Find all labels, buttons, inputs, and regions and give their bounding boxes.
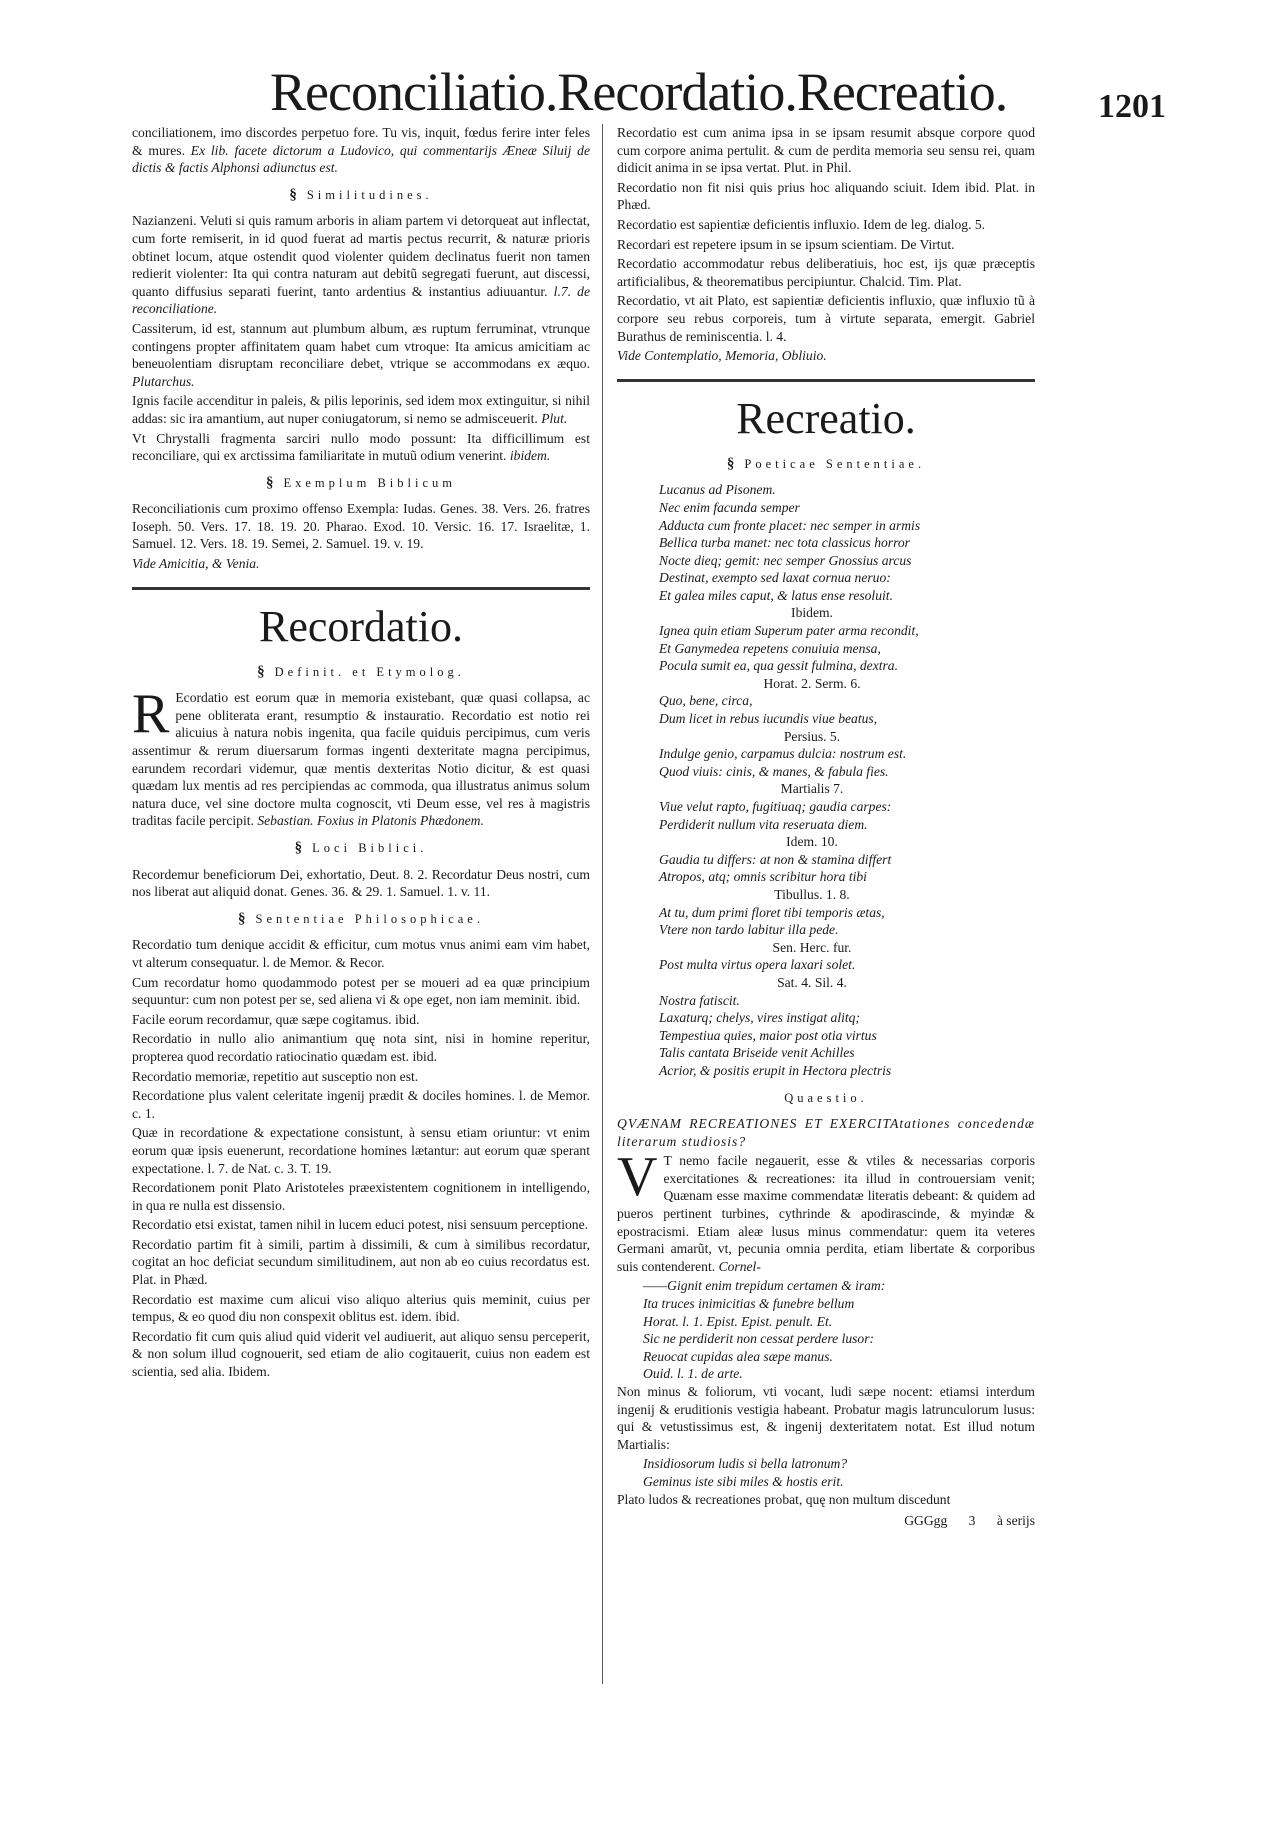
verse-line: Vtere non tardo labitur illa pede.: [659, 922, 839, 938]
verse-source: Sen. Herc. fur.: [772, 939, 852, 955]
text: Vt Chrystalli fragmenta sarciri nullo modo possunt: Ita difficillimum est reconciliare, qui ex arctissima familiaritate in mutuũ odium venerint.: [132, 430, 590, 464]
verse-source: Horat. 2. Serm. 6.: [763, 675, 861, 691]
quoted-verse: [643, 1277, 1035, 1383]
horizontal-rule: [617, 379, 1035, 382]
paragraph: Recordatio etsi existat, tamen nihil in lucem educi potest, nisi sensuum perceptione.: [132, 1217, 589, 1233]
verse-source: Persius. 5.: [783, 728, 841, 744]
verse-line: Geminus iste sibi miles & hostis erit.: [643, 1473, 844, 1489]
verse-line: Destinat, exempto sed laxat cornua neruo:: [659, 570, 891, 586]
question-title: QVÆNAM RECREATIONES ET EXERCITAtationes concedendæ literarum studiosis?: [617, 1116, 1035, 1149]
verse-line: Reuocat cupidas alea sæpe manus.: [643, 1348, 833, 1364]
text: conciliationem, imo discordes perpetuo fore. Tu vis, inquit, fœdus ferire inter feles & mures.: [132, 125, 590, 158]
left-column: [132, 124, 590, 1383]
text: Ignis facile accenditur in paleis, & pilis leporinis, sed idem mox extinguitur, si nihil addas: sic ira amantium, aut nuper coniugatorum, si nemo se admisceuerit.: [132, 393, 590, 426]
verse-source: Sat. 4. Sil. 4.: [777, 974, 847, 990]
section-heading-text: Sententiae Philosophicae.: [255, 911, 484, 926]
paragraph: Recordatio tum denique accidit & efficitur, cum motus vnus animi eam vim habet, vt alterum consequatur. l. de Memor. & Recor.: [132, 937, 590, 970]
paragraph: Non minus & foliorum, vti vocant, ludi sæpe nocent: etiamsi interdum ingenij & eruditionis vestigia habeant. Probatur magis latrunculorum lusus: qui & vetustissimus est, & ingenij dexteritatem notat. Est illud notum Martialis:: [617, 1384, 1035, 1452]
source-citation: Ex lib. facete dictorum a Ludovico, qui commentarijs Æneæ Siluij de dictis & factis Alphonsi adiunctus est.: [132, 142, 590, 176]
paragraph: Quæ in recordatione & expectatione consistunt, à sensu etiam oriuntur: vt enim eorum quæ ipsis euenerunt, recordatione homines lætantur: aut eorum quæ sperant expectatione. l. 7. de Nat. c. 3. T. 19.: [132, 1125, 590, 1176]
paragraph: Recordatio partim fit à simili, partim à dissimili, & cum à similibus recordatur, cogitat an hoc deficiat secundum similitudinem, aut non ab eo cuius recordatus est. Plat. in Phæd.: [132, 1236, 590, 1288]
paragraph: Recordatio accommodatur rebus deliberatiuis, hoc est, ijs quæ præceptis artificialibus, & theorematibus percipiuntur. Chalcid. Tim. Plat.: [617, 256, 1035, 289]
section-heading-text: Loci Biblici.: [312, 841, 428, 855]
signature-mark: GGGgg: [904, 1513, 948, 1529]
paragraph: Recordemur beneficiorum Dei, exhortatio, Deut. 8. 2. Recordatur Deus nostri, cum nos liberat aut aliquid donat. Genes. 36. & 29. 1. Samuel. 1. v. 11.: [132, 866, 590, 900]
paragraph: Recordatio, vt ait Plato, est sapientiæ deficientis influxio, quæ influxio tũ à corpore seu rebus corporeis, tum à virtute separata, emergit. Gabriel Burathus de reminiscentia. l. 4.: [617, 293, 1035, 344]
source-citation: Plut.: [541, 410, 568, 426]
verse-line: Quod viuis: cinis, & manes, & fabula fies.: [659, 763, 889, 779]
verse-line: Atropos, atq; omnis scribitur hora tibi: [659, 869, 867, 885]
verse-line: Adducta cum fronte placet: nec semper in armis: [659, 517, 921, 533]
horizontal-rule: [132, 587, 590, 590]
verse-line: Nostra fatiscit.: [659, 992, 740, 1008]
paragraph: Recordatio non fit nisi quis prius hoc aliquando sciuit. Idem ibid. Plat. in Phæd.: [617, 179, 1035, 213]
verse-line: Insidiosorum ludis si bella latronum?: [643, 1456, 848, 1472]
paragraph: Reconciliationis cum proximo offenso Exempla: Iudas. Genes. 38. Vers. 26. fratres Ioseph. 50. Vers. 17. 18. 19. 20. Pharao. Exod. 10. Versic. 16. 17. Israelitæ, 1. Samuel. 12. Vers. 18. 19. Semei, 2. Samuel. 19. v. 19.: [132, 501, 590, 552]
section-heading: § Similitudines.: [289, 186, 433, 203]
verse-line: Nocte dieq; gemit: nec semper Gnossius arcus: [659, 552, 912, 568]
signature-number: 3: [968, 1513, 976, 1529]
source-citation: l.7. de reconciliatione.: [132, 283, 590, 317]
section-heading: § Exemplum Biblicum: [265, 474, 456, 491]
drop-cap: R: [132, 683, 170, 746]
verse-source: Martialis 7.: [780, 781, 844, 797]
paragraph: [132, 124, 590, 177]
quoted-verse: [643, 1455, 1035, 1490]
section-heading: § Poeticae Sententiae.: [726, 455, 926, 472]
paragraph: Recordatione plus valent celeritate ingenij prædit & dociles homines. l. de Memor. c. 1.: [132, 1088, 590, 1121]
section-heading-text: Similitudines.: [306, 187, 433, 202]
text: T nemo facile negauerit, esse & vtiles & necessarias corporis exercitationes & recreationes: ita illud in controuersiam venit; Quænam esse maxime commendatæ literatis debeant: & quidem ad pueros pertinent turbines, cythrinde & apodirascinde, & myindæ & epostracismi. Etiam aleæ lusus minus commendatur: quem ita veteres Germani amarũt, vt, pecunia omnia perdita, etiam libertate & corporibus suis contenderent.: [617, 1153, 1035, 1274]
verse-line: Et galea miles caput, & latus ense resoluit.: [659, 587, 893, 603]
verse-line: Ignea quin etiam Superum pater arma recondit,: [659, 623, 919, 639]
source-citation: Plutarchus.: [132, 373, 195, 389]
source-citation: Cornel-: [718, 1258, 761, 1274]
paragraph: [617, 1146, 1035, 1275]
drop-cap: V: [617, 1146, 658, 1209]
paragraph: [132, 320, 590, 390]
verse-line: At tu, dum primi floret tibi temporis ætas,: [659, 904, 885, 920]
right-column: [617, 124, 1035, 1530]
paragraph: Plato ludos & recreationes probat, quę non multum discedunt: [617, 1491, 951, 1507]
verse-line: Horat. l. 1. Epist. Epist. penult. Et.: [643, 1313, 833, 1329]
verse-line: Nec enim facunda semper: [659, 499, 800, 515]
cross-reference: Vide Amicitia, & Venia.: [132, 556, 260, 572]
entry-title: Recreatio.: [736, 393, 916, 443]
verse-line: ——Gignit enim trepidum certamen & iram:: [643, 1278, 886, 1294]
verse-line: Talis cantata Briseide venit Achilles: [659, 1045, 855, 1061]
verse-line: Sic ne perdiderit non cessat perdere lusor:: [643, 1331, 875, 1347]
column-divider: [602, 124, 603, 1684]
paragraph: Recordatio in nullo alio animantium quę nota sint, nisi in homine reperitur, propterea quod recordatio ratiocinatio quædam est. ibid.: [132, 1031, 590, 1064]
running-head-title: Reconciliatio.Recordatio.Recreatio.: [270, 62, 1008, 122]
paragraph: Recordatio est sapientiæ deficientis influxio. Idem de leg. dialog. 5.: [617, 216, 986, 232]
signature-line: [617, 1512, 1035, 1530]
verse-line: Dum licet in rebus iucundis viue beatus,: [659, 711, 878, 727]
text: Cassiterum, id est, stannum aut plumbum album, æs ruptum ferruminat, vtrunque contingens propter affinitatem quam habet cum vtroque: Ita amicus amicitiam ac beneuolentiam disruptam reconciliare debet, vtrique se accommodans ex æquo.: [132, 320, 590, 372]
paragraph: Recordatio est maxime cum alicui viso aliquo alterius quis meminit, cuius per tempus, & eo quod diu non conspexit oblitus est. idem. ibid.: [132, 1291, 590, 1325]
paragraph: [132, 392, 590, 427]
verse-line: Acrior, & positis erupit in Hectora plectris: [659, 1062, 892, 1078]
paragraph: [132, 683, 590, 830]
verse-line: Viue velut rapto, fugitiuaq; gaudia carpes:: [659, 799, 892, 814]
paragraph: [132, 212, 590, 318]
verse-line: Et Ganymedea repetens conuiuia mensa,: [659, 640, 881, 656]
section-heading: § Definit. et Etymolog.: [257, 663, 465, 680]
paragraph: Recordationem ponit Plato Aristoteles præexistentem cognitionem in intelligendo, in qua re nulla est dissensio.: [132, 1180, 590, 1213]
paragraph: Recordatio est cum anima ipsa in se ipsam resumit absque corpore quod cum corpore anima pertulit. & cum de perdita memoria seu sensu rei, quam didicit anima in se ipsa vertat. Plut. in Phil.: [617, 125, 1035, 176]
section-heading: § Loci Biblici.: [294, 840, 428, 856]
section-heading-text: Quaestio.: [784, 1090, 868, 1105]
section-heading-text: Definit. et Etymolog.: [274, 664, 465, 679]
verse-line: Laxaturq; chelys, vires instigat alitq;: [659, 1010, 860, 1026]
verse-source: Tibullus. 1. 8.: [774, 886, 850, 902]
paragraph: Cum recordatur homo quodammodo potest per se moueri ad ea quæ principium sequuntur: cum non potest per se, sed aliena vi & ope eget, non iam meminit. ibid.: [132, 974, 590, 1008]
paragraph: Recordari est repetere ipsum in se ipsum scientiam. De Virtut.: [617, 236, 955, 252]
poetic-sentences: [659, 481, 1035, 1079]
page-number: 1201: [1098, 88, 1166, 125]
paragraph: Recordatio memoriæ, repetitio aut susceptio non est.: [132, 1068, 419, 1084]
verse-line: Perdiderit nullum vita reseruata diem.: [659, 816, 868, 832]
verse-line: Lucanus ad Pisonem.: [659, 482, 776, 498]
section-heading-text: Poeticae Sententiae.: [744, 456, 926, 471]
source-citation: ibidem.: [509, 448, 551, 464]
entry-title: Recordatio.: [258, 601, 464, 651]
verse-line: Tempestiua quies, maior post otia virtus: [659, 1027, 877, 1043]
paragraph: [132, 430, 590, 465]
verse-line: Post multa virtus opera laxari solet.: [659, 957, 856, 973]
verse-line: Quo, bene, circa,: [659, 693, 753, 709]
paragraph: Facile eorum recordamur, quæ sæpe cogitamus. ibid.: [132, 1011, 420, 1027]
catchword: à serijs: [996, 1513, 1035, 1529]
verse-line: Ouid. l. 1. de arte.: [643, 1366, 743, 1382]
verse-source: Ibidem.: [791, 605, 833, 621]
text: Nazianzeni. Veluti si quis ramum arboris in aliam partem vi detorqueat aut inflectat, cum forte remiserit, in id quod fuerat ad martis pectus recurrit, & naturæ prioris obtinet locum, atque ostendit quod violenter quidem declinatus fuerit non tamen redierit violenter: Ita qui contra naturam aut debitũ segregati fuerunt, aut discessi, quanto diffusius separati fuerint, tanto ardentius & instantius adiuuantur.: [132, 213, 590, 299]
verse-line: Ita truces inimicitias & funebre bellum: [643, 1296, 855, 1312]
verse-line: Indulge genio, carpamus dulcia: nostrum est.: [659, 746, 907, 762]
source-citation: Sebastian. Foxius in Platonis Phædonem.: [257, 813, 484, 829]
section-heading: [617, 1090, 1035, 1108]
verse-source: Idem. 10.: [786, 834, 838, 850]
section-heading-text: Exemplum Biblicum: [283, 475, 456, 490]
verse-line: Bellica turba manet: nec tota classicus horror: [659, 535, 910, 551]
text: Ecordatio est eorum quæ in memoria existebant, quæ quasi collapsa, ac pene obliterata erant, resumptio & instauratio. Recordatio est notio rei alicuius à natura nobis ingenita, qua facile quiduis percipimus, cum veris assentimur & rerum diuersarum formas ingenti dexteritate magna percipimus, earundem recordari videmur, quæ mentis dexteritas Notio dicitur, & est quasi quædam lux mentis ad res percipiendas ac commoda, qua illustratus animus solum natura duce, vel sine doctore multa cognoscit, vti Deum esse, vel res à magistris traditas facile percipit.: [132, 690, 590, 829]
section-heading: § Sententiae Philosophicae.: [238, 910, 484, 927]
verse-line: Pocula sumit ea, qua gessit fulmina, dextra.: [659, 658, 898, 674]
verse-line: Gaudia tu differs: at non & stamina differt: [659, 851, 892, 867]
cross-reference: Vide Contemplatio, Memoria, Obliuio.: [617, 348, 827, 364]
paragraph: Recordatio fit cum quis aliud quid viderit vel audiuerit, aut aliquo sensu perceperit, & non solum illud cognouerit, sed etiam de alio cogitauerit, cuius non eadem est scientia, sed alia. Ibidem.: [132, 1328, 590, 1380]
